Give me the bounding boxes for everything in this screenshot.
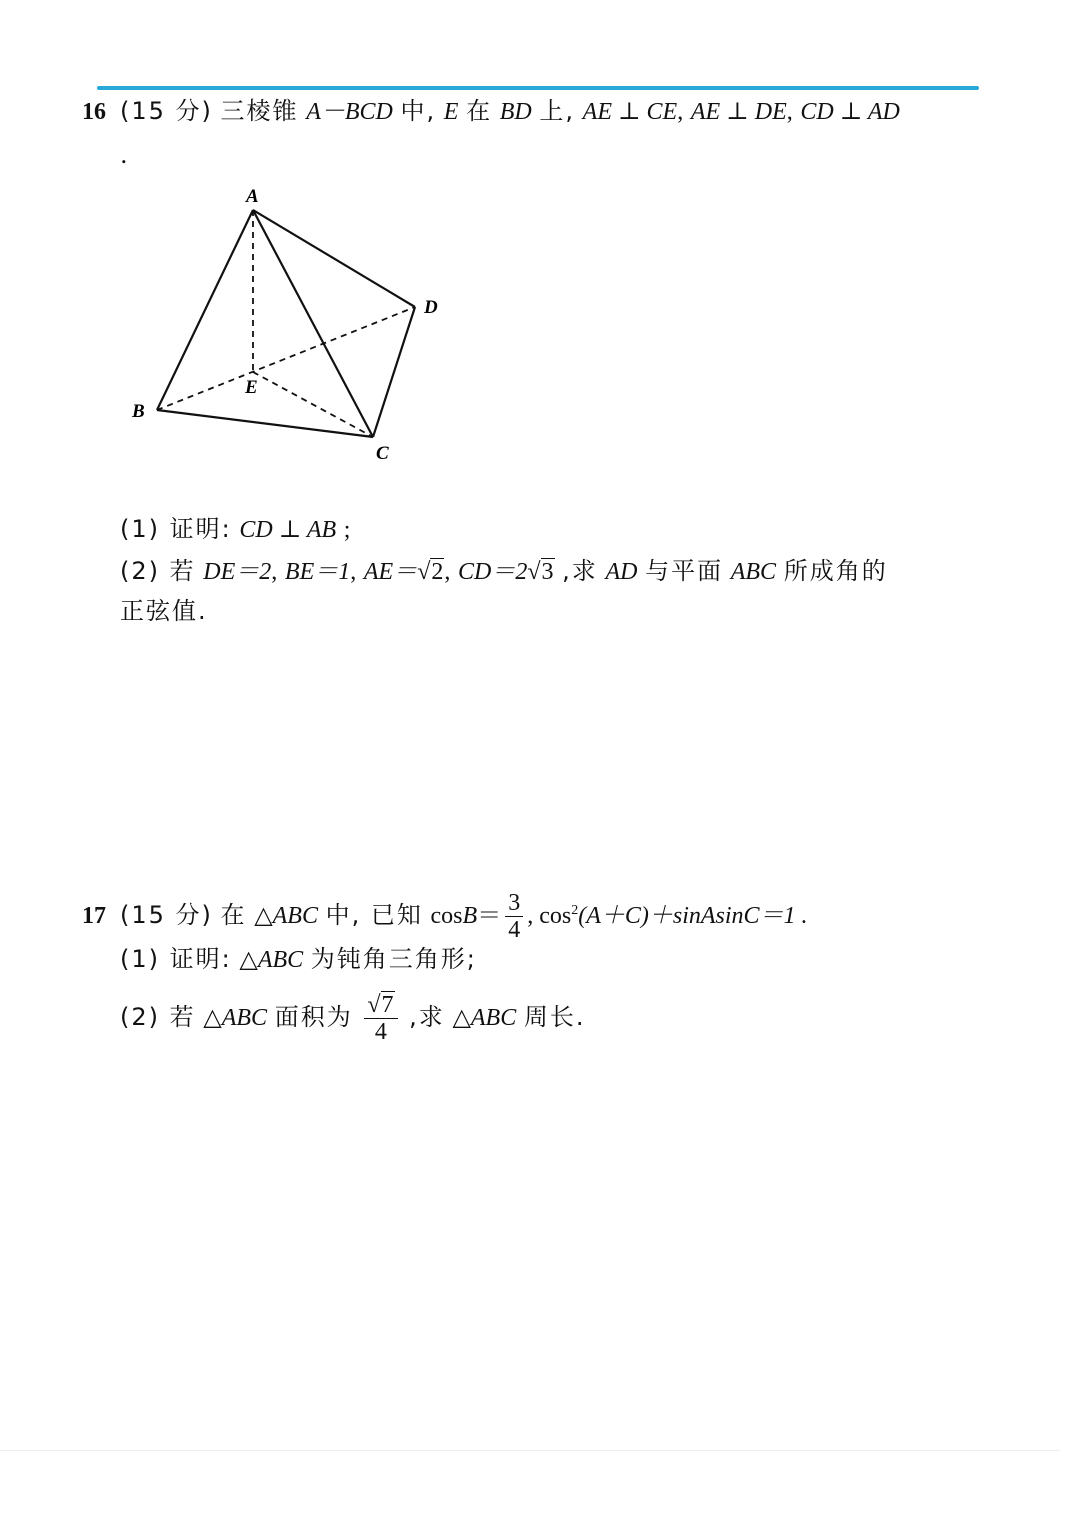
q17-math: ＝ — [477, 903, 502, 929]
q16-part2-text: ,求 — [562, 557, 598, 585]
q16-math: CD ⊥ AD — [800, 99, 900, 125]
q16-part1 — [120, 514, 350, 545]
q16-part2-text: 与平面 — [645, 557, 724, 585]
q17-part2-text: ,求 — [409, 1003, 445, 1031]
label-B: B — [132, 401, 145, 422]
q17-math: , cos — [527, 903, 572, 929]
q16-points: (15 分) — [120, 97, 213, 125]
q17-part2-prefix: (2) 若 — [120, 1003, 196, 1031]
q17-stem — [82, 890, 808, 943]
q16-math: AE ⊥ CE — [582, 99, 678, 125]
q16-part1-end: ; — [343, 517, 351, 543]
q16-math: AE ⊥ DE — [690, 99, 787, 125]
q16-math: E — [443, 99, 459, 125]
q16-part2-math: AD — [605, 559, 638, 585]
q16-part2-math: BE＝1 — [284, 559, 351, 585]
q17-math: (A＋C)＋sinAsinC＝1 . — [578, 903, 808, 929]
q16-part1-math: CD ⊥ AB — [239, 517, 337, 543]
label-E: E — [245, 377, 258, 398]
q17-math: B — [462, 903, 478, 929]
q17-part2-text: 面积为 — [274, 1003, 353, 1031]
tetrahedron-figure — [120, 180, 460, 470]
edge-BD-dashed — [157, 307, 415, 410]
q17-part1 — [120, 944, 477, 975]
q17-part2-math: △ABC — [203, 1005, 268, 1031]
q16-text: 上, — [539, 97, 576, 125]
q16-part2-math: CD＝2 — [458, 559, 528, 585]
q16-part2-text: 所成角的 — [783, 557, 888, 585]
q16-part2-root: 2 — [431, 559, 444, 585]
q16-part2: (2) 若 DE＝2, BE＝1, AE＝√2, CD＝2√3 ,求 AD 与平面 ABC 所成角的 — [120, 557, 888, 585]
edge-AC — [253, 210, 373, 437]
edge-AD — [253, 210, 415, 307]
fraction-denominator: 4 — [508, 917, 521, 943]
q16-part2-text: 正弦值. — [120, 597, 208, 625]
edge-CD — [373, 307, 415, 437]
q16-stem-end: . — [120, 141, 128, 169]
q17-text: 在 — [220, 901, 247, 929]
q16-part2-math: AE＝ — [363, 559, 418, 585]
q17-points: (15 分) — [120, 901, 213, 929]
edge-AB — [157, 210, 253, 410]
label-A: A — [246, 186, 259, 207]
q16-math: A－BCD — [306, 99, 393, 125]
q17-text: 中, 已知 — [325, 901, 423, 929]
q17-part1-text: 为钝角三角形; — [310, 945, 477, 973]
edge-BC — [157, 410, 373, 437]
q16-math: BD — [499, 99, 532, 125]
q16-part2-prefix: (2) 若 — [120, 557, 196, 585]
q16-part2-root: 3 — [541, 559, 554, 585]
q17-part2 — [120, 992, 586, 1045]
header-rule — [97, 86, 979, 90]
q16-stem: 16 (15 分) 三棱锥 A－BCD 中, E 在 BD 上, AE ⊥ CE, AE ⊥ DE, CD ⊥ AD — [82, 97, 900, 125]
q17-part1-prefix: (1) 证明: — [120, 945, 232, 973]
q17-number: 17 — [82, 903, 106, 929]
q16-text: 三棱锥 — [220, 97, 299, 125]
q17-part2-text: 周长. — [523, 1003, 586, 1031]
q16-part2-line2 — [120, 596, 208, 626]
q17-superscript: 2 — [571, 903, 579, 918]
q17-part2-math: △ABC — [452, 1005, 517, 1031]
fraction-root: 7 — [381, 992, 394, 1018]
q17-math: cos — [430, 903, 463, 929]
fraction-denominator: 4 — [374, 1019, 387, 1045]
fraction-numerator: 3 — [505, 890, 523, 917]
label-C: C — [376, 443, 389, 464]
q17-part1-math: △ABC — [239, 947, 304, 973]
q16-part2-math: DE＝2 — [203, 559, 272, 585]
footer-divider — [0, 1450, 1060, 1451]
q17-fraction — [505, 890, 523, 943]
q16-part1-prefix: (1) 证明: — [120, 515, 232, 543]
q16-number: 16 — [82, 99, 106, 125]
q16-part2-math: ABC — [730, 559, 777, 585]
fraction-numerator: √7 — [364, 992, 397, 1019]
q16-text: 在 — [466, 97, 493, 125]
q17-math: △ABC — [254, 903, 318, 929]
q17-part2-fraction — [364, 992, 397, 1045]
q16-text: 中, — [400, 97, 437, 125]
label-D: D — [424, 297, 438, 318]
